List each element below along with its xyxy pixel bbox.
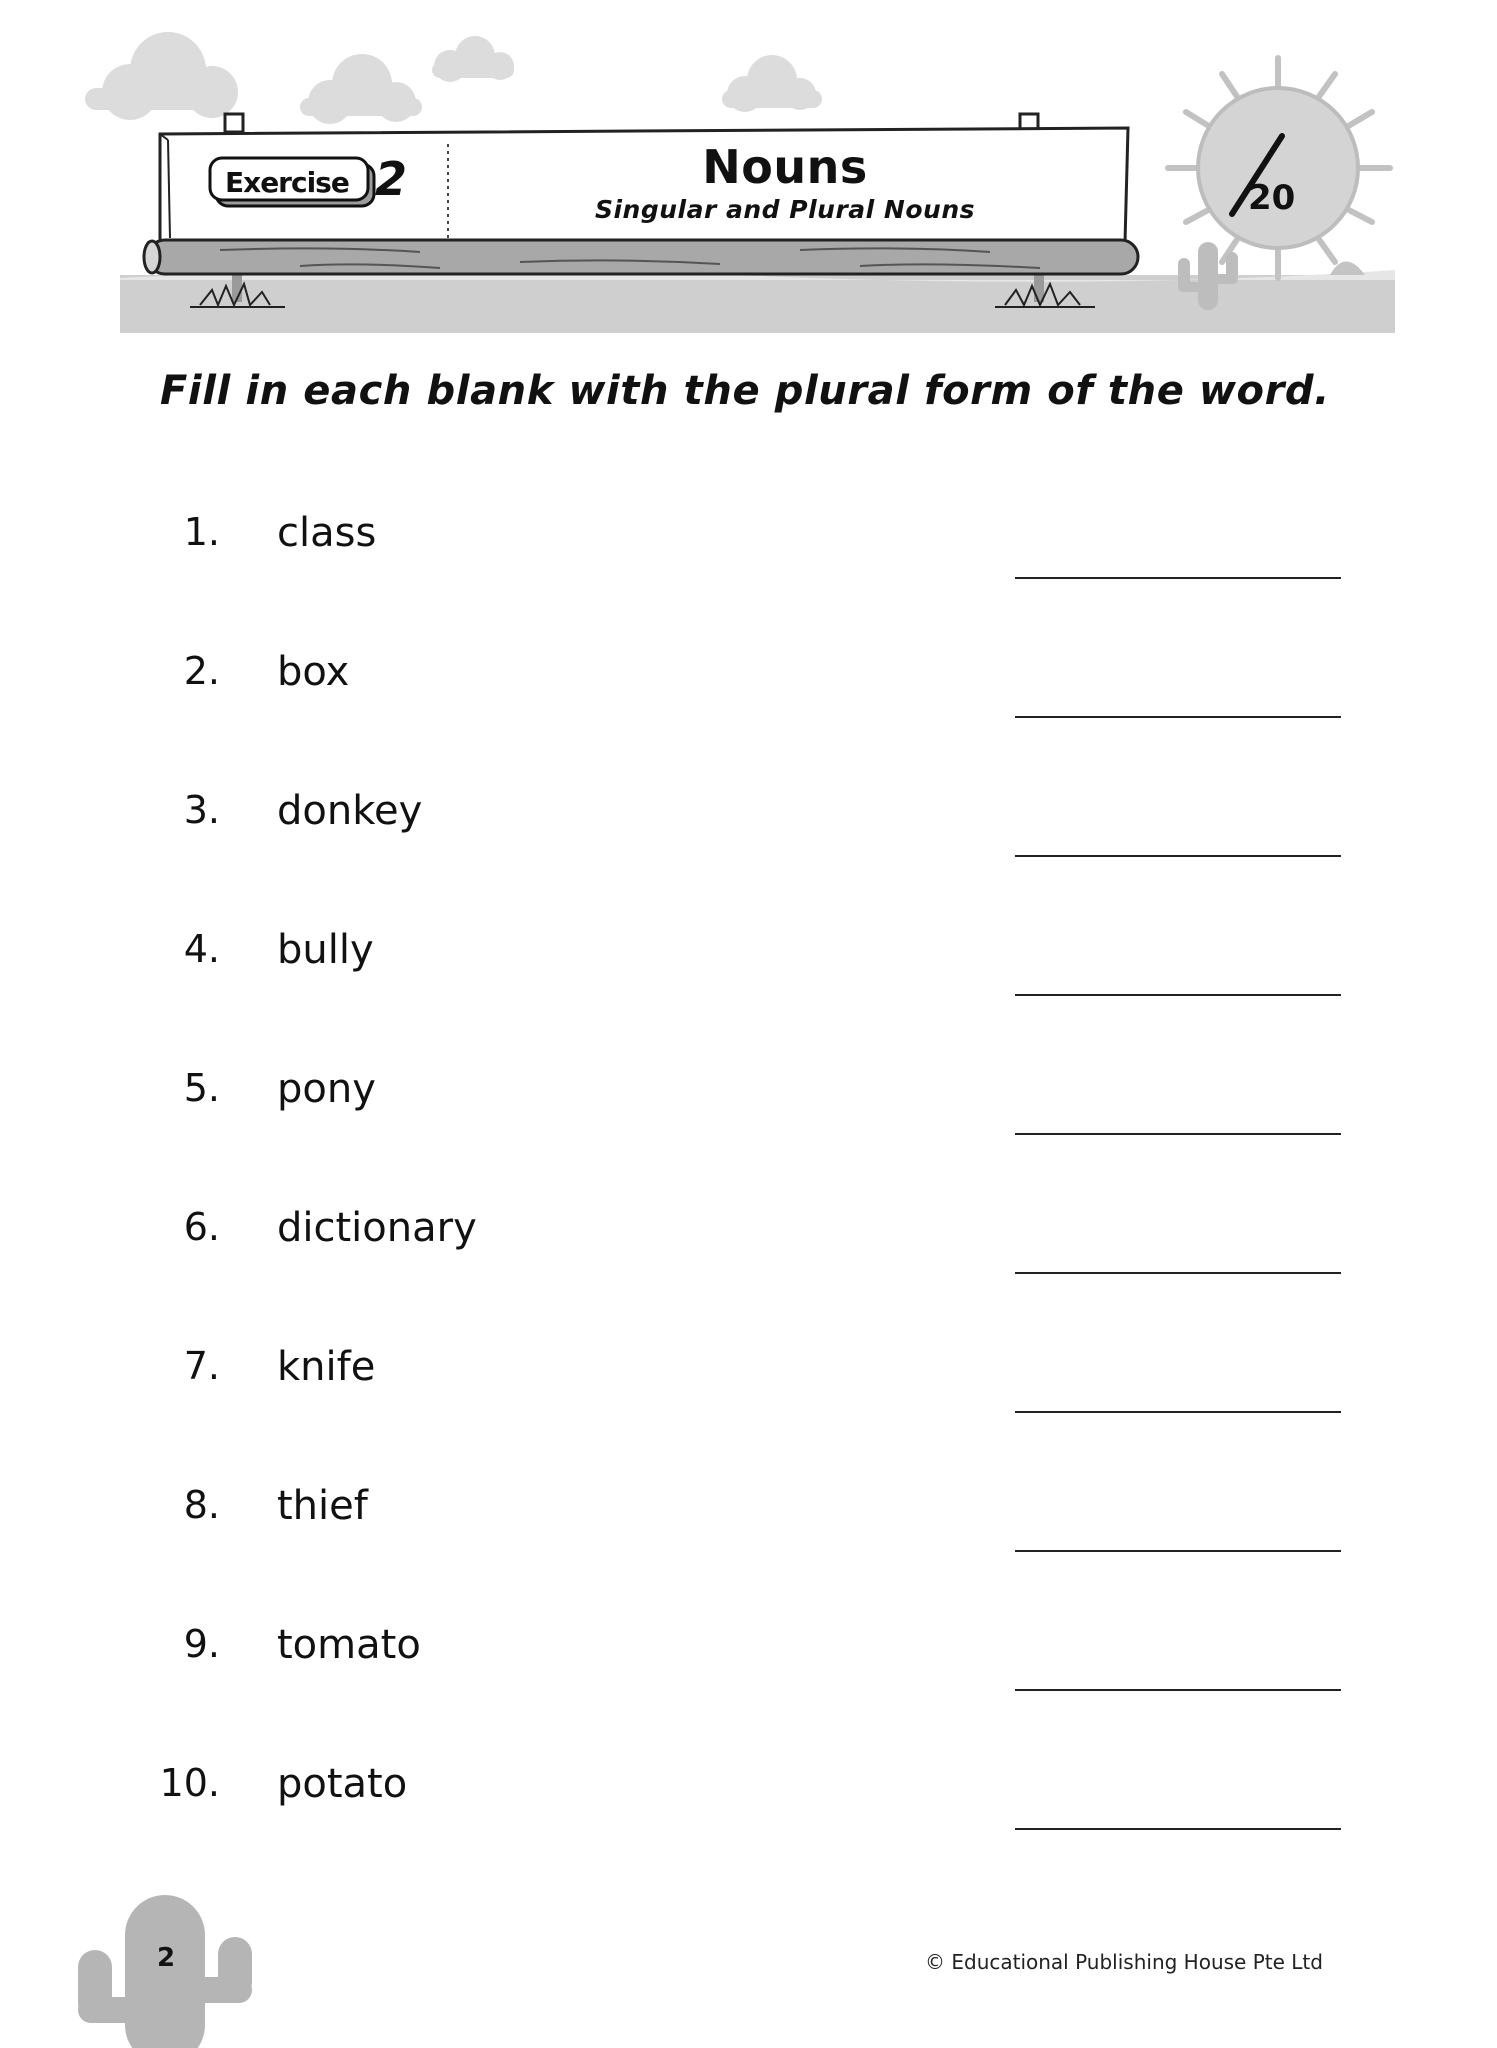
question-number: 3. [183, 788, 220, 832]
exercise-word: Exercise [225, 166, 349, 199]
cloud-icon [300, 54, 422, 124]
question-item [0, 1731, 1497, 1870]
question-word: donkey [277, 788, 423, 834]
score-total: 20 [1248, 178, 1296, 218]
question-word: thief [277, 1483, 368, 1529]
question-word: dictionary [277, 1205, 477, 1251]
instruction-text: Fill in each blank with the plural form of the word. [160, 368, 1330, 414]
cloud-icon [432, 36, 514, 82]
answer-blank[interactable] [1015, 1803, 1341, 1830]
answer-blank[interactable] [1015, 552, 1341, 579]
question-word: tomato [277, 1622, 421, 1668]
page-title: Nouns [702, 140, 868, 194]
question-number: 4. [183, 927, 220, 971]
question-number: 8. [183, 1483, 220, 1527]
question-number: 5. [183, 1066, 220, 1110]
exercise-badge [215, 148, 415, 218]
exercise-number: 2 [375, 152, 408, 206]
question-item [0, 1175, 1497, 1314]
question-list [0, 480, 1497, 1870]
question-item [0, 480, 1497, 619]
answer-blank[interactable] [1015, 1386, 1341, 1413]
cloud-icon [85, 32, 238, 120]
question-item [0, 1592, 1497, 1731]
answer-blank[interactable] [1015, 830, 1341, 857]
question-number: 9. [183, 1622, 220, 1666]
question-item [0, 1314, 1497, 1453]
answer-blank[interactable] [1015, 1108, 1341, 1135]
page-number: 2 [156, 1943, 176, 1973]
answer-blank[interactable] [1015, 1247, 1341, 1274]
cloud-icon [722, 55, 822, 112]
question-number: 10. [159, 1761, 220, 1805]
answer-blank[interactable] [1015, 1525, 1341, 1552]
question-item [0, 1036, 1497, 1175]
answer-blank[interactable] [1015, 1664, 1341, 1691]
question-number: 7. [183, 1344, 220, 1388]
answer-blank[interactable] [1015, 969, 1341, 996]
question-item [0, 758, 1497, 897]
question-word: knife [277, 1344, 376, 1390]
question-word: potato [277, 1761, 408, 1807]
question-word: class [277, 510, 377, 556]
answer-blank[interactable] [1015, 691, 1341, 718]
question-number: 2. [183, 649, 220, 693]
question-word: pony [277, 1066, 376, 1112]
copyright-text: © Educational Publishing House Pte Ltd [925, 1950, 1323, 1974]
question-number: 6. [183, 1205, 220, 1249]
page-subtitle: Singular and Plural Nouns [594, 195, 976, 224]
question-word: bully [277, 927, 374, 973]
question-word: box [277, 649, 350, 695]
question-item [0, 619, 1497, 758]
question-item [0, 897, 1497, 1036]
question-number: 1. [183, 510, 220, 554]
question-item [0, 1453, 1497, 1592]
